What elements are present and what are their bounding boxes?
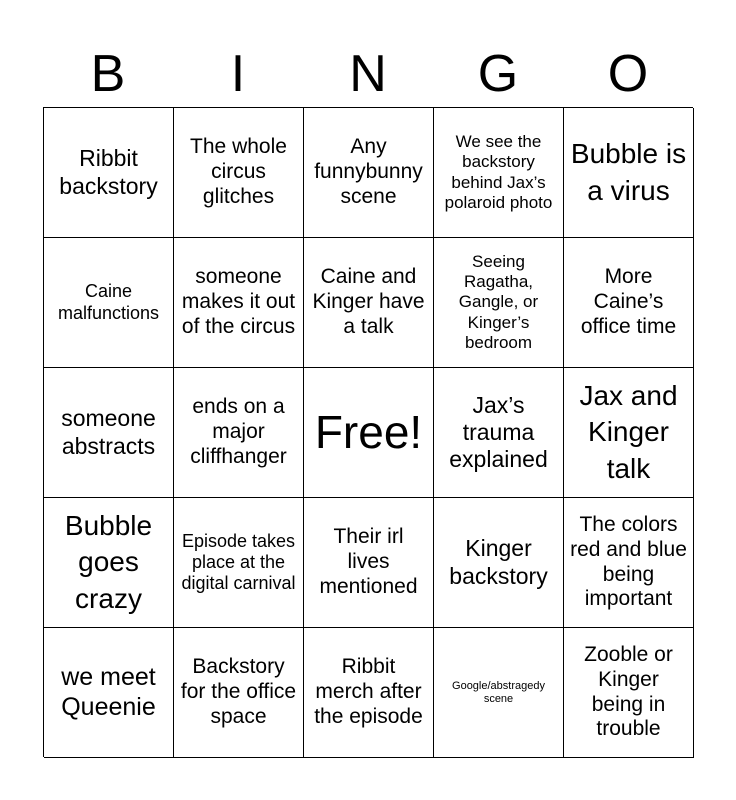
bingo-cell-text: Ribbit merch after the episode	[314, 655, 423, 728]
bingo-cell-text: The whole circus glitches	[190, 135, 287, 208]
bingo-cell-text: Jax and Kinger talk	[579, 379, 678, 484]
bingo-cell-r4c2[interactable]	[174, 498, 304, 628]
bingo-cell-text: Kinger backstory	[449, 535, 548, 589]
bingo-cell-r3c2[interactable]	[174, 368, 304, 498]
bingo-board	[43, 107, 693, 757]
bingo-cell-r3c1[interactable]	[44, 368, 174, 498]
bingo-cell-text: someone abstracts	[61, 405, 156, 459]
bingo-cell-r4c5[interactable]	[564, 498, 694, 628]
bingo-cell-r5c4[interactable]	[434, 628, 564, 758]
bingo-cell-r5c1[interactable]	[44, 628, 174, 758]
bingo-cell-r1c1[interactable]	[44, 108, 174, 238]
bingo-cell-text: We see the backstory behind Jax’s polaroid photo	[444, 132, 553, 212]
bingo-cell-text: Seeing Ragatha, Gangle, or Kinger’s bedroom	[458, 252, 539, 352]
bingo-cell-text: ends on a major cliffhanger	[190, 395, 287, 468]
bingo-cell-text: Any funnybunny scene	[314, 135, 423, 208]
bingo-cell-r5c5[interactable]	[564, 628, 694, 758]
bingo-cell-text: Backstory for the office space	[180, 655, 297, 728]
bingo-cell-text: Bubble goes crazy	[64, 509, 153, 614]
bingo-cell-r2c2[interactable]	[174, 238, 304, 368]
bingo-cell-r4c1[interactable]	[44, 498, 174, 628]
bingo-cell-text: Ribbit backstory	[59, 145, 158, 199]
bingo-cell-r5c3[interactable]	[304, 628, 434, 758]
bingo-cell-r2c4[interactable]	[434, 238, 564, 368]
bingo-cell-r1c3[interactable]	[304, 108, 434, 238]
bingo-cell-text: someone makes it out of the circus	[181, 265, 296, 338]
bingo-header	[43, 40, 693, 108]
header-letter-b: B	[90, 45, 126, 103]
bingo-cell-r5c2[interactable]	[174, 628, 304, 758]
bingo-cell-r4c4[interactable]	[434, 498, 564, 628]
bingo-cell-text: Bubble is a virus	[570, 138, 687, 206]
bingo-cell-r2c3[interactable]	[304, 238, 434, 368]
bingo-cell-text: Jax’s trauma explained	[449, 391, 548, 473]
bingo-cell-r4c3[interactable]	[304, 498, 434, 628]
header-letter-g: G	[477, 45, 519, 103]
free-space-text: Free!	[314, 406, 423, 459]
header-letter-o: O	[607, 45, 649, 103]
bingo-cell-text: Google/abstragedy scene	[452, 679, 545, 705]
bingo-cell-text: Caine malfunctions	[57, 281, 160, 323]
bingo-cell-text: Their irl lives mentioned	[319, 525, 418, 598]
bingo-cell-text: More Caine’s office time	[580, 265, 677, 338]
bingo-cell-r3c5[interactable]	[564, 368, 694, 498]
bingo-cell-r1c5[interactable]	[564, 108, 694, 238]
bingo-cell-text: The colors red and blue being important	[570, 512, 687, 611]
bingo-cell-text: Zooble or Kinger being in trouble	[584, 642, 673, 741]
bingo-cell-free[interactable]	[304, 368, 434, 498]
bingo-cell-text: we meet Queenie	[61, 663, 156, 721]
bingo-cell-r2c1[interactable]	[44, 238, 174, 368]
bingo-cell-r2c5[interactable]	[564, 238, 694, 368]
header-letter-i: I	[230, 45, 246, 103]
header-letter-n: N	[349, 45, 387, 103]
bingo-cell-r1c2[interactable]	[174, 108, 304, 238]
bingo-cell-text: Episode takes place at the digital carnival	[181, 530, 296, 594]
bingo-cell-r3c4[interactable]	[434, 368, 564, 498]
bingo-cell-text: Caine and Kinger have a talk	[312, 265, 425, 338]
bingo-cell-r1c4[interactable]	[434, 108, 564, 238]
